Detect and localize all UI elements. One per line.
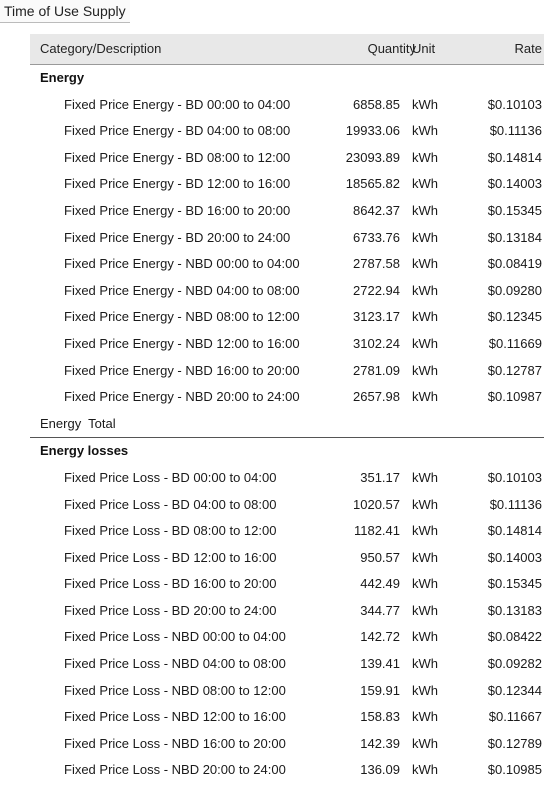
- row-rate: $0.12789: [487, 735, 542, 751]
- row-rate: $0.15345: [487, 202, 542, 218]
- table-header: [30, 34, 544, 65]
- table-row: [30, 651, 544, 678]
- row-unit: kWh: [412, 523, 438, 539]
- row-rate: $0.10987: [487, 389, 542, 405]
- table-row: [30, 278, 544, 305]
- row-quantity: 142.72: [360, 629, 400, 645]
- row-unit: kWh: [412, 229, 438, 245]
- row-unit: kWh: [412, 362, 438, 378]
- row-rate: $0.15345: [487, 576, 542, 592]
- table-row: [30, 118, 544, 145]
- row-quantity: 2657.98: [353, 389, 400, 405]
- row-unit: kWh: [412, 309, 438, 325]
- table-row: [30, 465, 544, 492]
- table-row: [30, 384, 544, 411]
- row-description: Fixed Price Loss - BD 20:00 to 24:00: [64, 602, 277, 618]
- row-unit: kWh: [412, 629, 438, 645]
- row-rate: $0.10985: [487, 762, 542, 778]
- row-quantity: 2722.94: [353, 282, 400, 298]
- header-rate: Rate: [514, 41, 542, 56]
- row-description: Fixed Price Loss - NBD 08:00 to 12:00: [64, 682, 286, 698]
- row-unit: kWh: [412, 496, 438, 512]
- header-unit: Unit: [412, 41, 436, 56]
- row-rate: $0.13183: [487, 602, 542, 618]
- row-rate: $0.14814: [487, 149, 542, 165]
- table-row: [30, 731, 544, 758]
- row-rate: $0.08422: [487, 629, 542, 645]
- table-row: [30, 704, 544, 731]
- section-title: Energy: [40, 70, 85, 85]
- row-quantity: 142.39: [360, 735, 400, 751]
- row-rate: $0.11136: [489, 123, 542, 139]
- header-quantity: Quantity: [367, 41, 416, 56]
- table-row: [30, 678, 544, 705]
- table-row: [30, 757, 544, 784]
- row-rate: $0.12345: [487, 309, 542, 325]
- table-row: [30, 545, 544, 572]
- row-unit: kWh: [412, 282, 438, 298]
- row-description: Fixed Price Energy - BD 04:00 to 08:00: [64, 123, 291, 139]
- row-quantity: 2787.58: [353, 256, 400, 272]
- row-unit: kWh: [412, 762, 438, 778]
- row-unit: kWh: [412, 123, 438, 139]
- row-description: Fixed Price Loss - NBD 16:00 to 20:00: [64, 735, 286, 751]
- row-quantity: 136.09: [360, 762, 400, 778]
- row-rate: $0.09280: [487, 282, 542, 298]
- row-unit: kWh: [412, 602, 438, 618]
- row-unit: kWh: [412, 709, 438, 725]
- table-body: [30, 65, 544, 784]
- row-unit: kWh: [412, 256, 438, 272]
- row-unit: kWh: [412, 389, 438, 405]
- row-description: Fixed Price Loss - BD 00:00 to 04:00: [64, 469, 277, 485]
- row-description: Fixed Price Loss - BD 04:00 to 08:00: [64, 496, 277, 512]
- row-unit: kWh: [412, 96, 438, 112]
- row-description: Fixed Price Energy - NBD 08:00 to 12:00: [64, 309, 300, 325]
- row-rate: $0.14003: [487, 549, 542, 565]
- section-total-label: Energy Total: [40, 415, 116, 431]
- row-unit: kWh: [412, 576, 438, 592]
- table-row: [30, 331, 544, 358]
- row-quantity: 159.91: [360, 682, 400, 698]
- row-description: Fixed Price Loss - BD 12:00 to 16:00: [64, 549, 277, 565]
- header-description: Category/Description: [40, 41, 162, 56]
- row-quantity: 8642.37: [353, 202, 400, 218]
- row-quantity: 6858.85: [353, 96, 400, 112]
- row-description: Fixed Price Loss - NBD 12:00 to 16:00: [64, 709, 286, 725]
- table-row: [30, 92, 544, 119]
- supply-table: [30, 34, 544, 784]
- section-total-row: [30, 411, 544, 439]
- section-title: Energy losses: [40, 443, 129, 459]
- row-description: Fixed Price Energy - NBD 16:00 to 20:00: [64, 362, 300, 378]
- row-quantity: 3123.17: [353, 309, 400, 325]
- row-description: Fixed Price Energy - BD 20:00 to 24:00: [64, 229, 291, 245]
- page-title: Time of Use Supply: [0, 0, 130, 23]
- row-description: Fixed Price Energy - BD 00:00 to 04:00: [64, 96, 291, 112]
- table-row: [30, 492, 544, 519]
- row-rate: $0.11136: [489, 496, 542, 512]
- row-quantity: 344.77: [360, 602, 400, 618]
- row-description: Fixed Price Energy - BD 08:00 to 12:00: [64, 149, 291, 165]
- row-description: Fixed Price Loss - BD 08:00 to 12:00: [64, 523, 277, 539]
- section-header: [30, 65, 544, 92]
- table-row: [30, 145, 544, 172]
- table-row: [30, 571, 544, 598]
- row-unit: kWh: [412, 202, 438, 218]
- row-quantity: 2781.09: [353, 362, 400, 378]
- section-header: [30, 438, 544, 465]
- row-quantity: 3102.24: [353, 335, 400, 351]
- row-rate: $0.12344: [487, 682, 542, 698]
- row-rate: $0.10103: [487, 96, 542, 112]
- row-unit: kWh: [412, 469, 438, 485]
- row-description: Fixed Price Loss - NBD 04:00 to 08:00: [64, 656, 286, 672]
- row-description: Fixed Price Energy - NBD 04:00 to 08:00: [64, 282, 300, 298]
- row-description: Fixed Price Loss - NBD 00:00 to 04:00: [64, 629, 286, 645]
- row-quantity: 351.17: [360, 469, 400, 485]
- row-unit: kWh: [412, 149, 438, 165]
- row-quantity: 6733.76: [353, 229, 400, 245]
- row-rate: $0.13184: [487, 229, 542, 245]
- row-description: Fixed Price Energy - NBD 20:00 to 24:00: [64, 389, 300, 405]
- row-unit: kWh: [412, 176, 438, 192]
- row-description: Fixed Price Energy - NBD 12:00 to 16:00: [64, 335, 300, 351]
- row-quantity: 19933.06: [345, 123, 400, 139]
- row-quantity: 1182.41: [353, 523, 400, 539]
- table-row: [30, 358, 544, 385]
- row-unit: kWh: [412, 549, 438, 565]
- table-row: [30, 251, 544, 278]
- row-quantity: 23093.89: [345, 149, 400, 165]
- row-quantity: 18565.82: [345, 176, 400, 192]
- table-row: [30, 171, 544, 198]
- row-description: Fixed Price Energy - BD 12:00 to 16:00: [64, 176, 291, 192]
- row-rate: $0.11667: [488, 709, 542, 725]
- row-rate: $0.12787: [487, 362, 542, 378]
- row-description: Fixed Price Energy - NBD 00:00 to 04:00: [64, 256, 300, 272]
- row-rate: $0.14003: [487, 176, 542, 192]
- row-quantity: 158.83: [360, 709, 400, 725]
- row-description: Fixed Price Loss - NBD 20:00 to 24:00: [64, 762, 286, 778]
- table-row: [30, 624, 544, 651]
- row-rate: $0.09282: [487, 656, 542, 672]
- row-unit: kWh: [412, 335, 438, 351]
- row-description: Fixed Price Loss - BD 16:00 to 20:00: [64, 576, 277, 592]
- row-rate: $0.11669: [488, 335, 542, 351]
- row-description: Fixed Price Energy - BD 16:00 to 20:00: [64, 202, 291, 218]
- row-rate: $0.10103: [487, 469, 542, 485]
- table-row: [30, 518, 544, 545]
- row-unit: kWh: [412, 656, 438, 672]
- row-quantity: 950.57: [360, 549, 400, 565]
- table-row: [30, 198, 544, 225]
- row-unit: kWh: [412, 682, 438, 698]
- row-rate: $0.14814: [487, 523, 542, 539]
- row-unit: kWh: [412, 735, 438, 751]
- row-quantity: 1020.57: [353, 496, 400, 512]
- row-quantity: 442.49: [360, 576, 400, 592]
- row-rate: $0.08419: [487, 256, 542, 272]
- row-quantity: 139.41: [360, 656, 400, 672]
- table-row: [30, 304, 544, 331]
- table-row: [30, 225, 544, 252]
- table-row: [30, 598, 544, 625]
